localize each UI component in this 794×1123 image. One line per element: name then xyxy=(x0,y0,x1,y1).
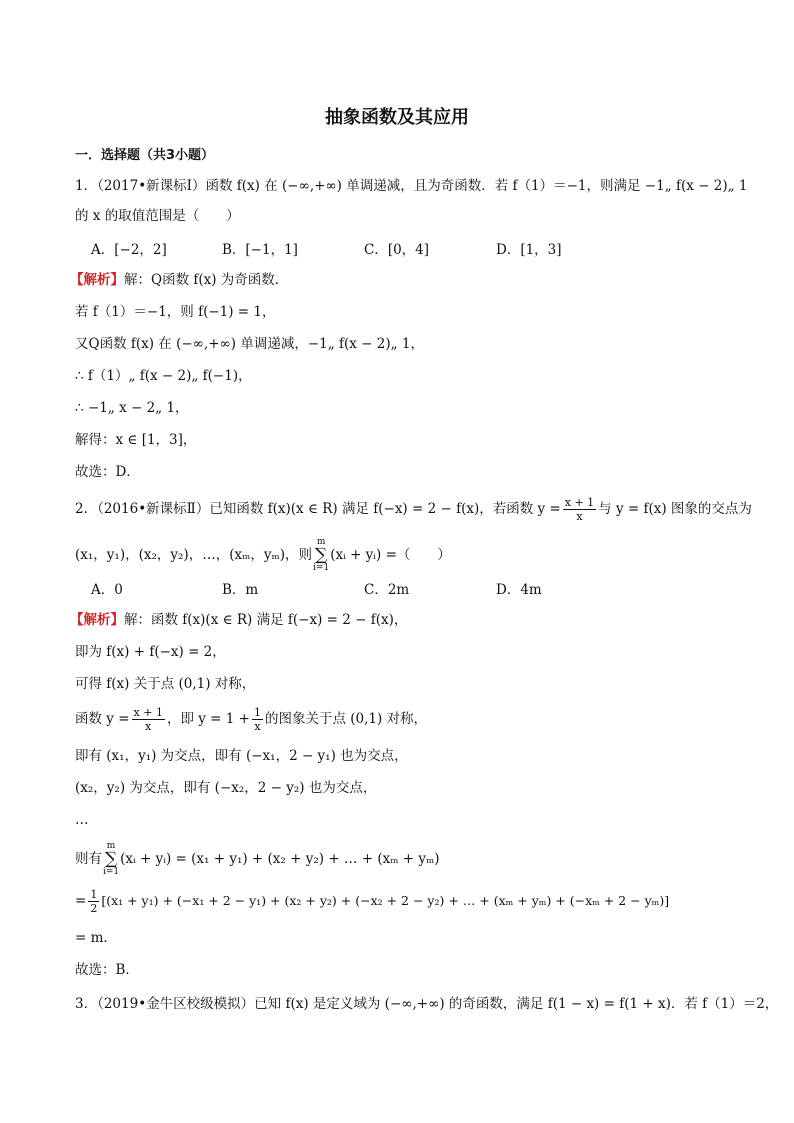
q2-l4-part-c: 的图象关于点 (0,1) 对称， xyxy=(264,711,428,727)
q2-sum-bottom: i=1 xyxy=(313,563,330,573)
q2-analysis-line4 xyxy=(75,706,427,733)
q2-stem-line2 xyxy=(75,538,451,573)
q2-l4-fraction2-denominator: x xyxy=(254,720,261,733)
q2-stem-line1 xyxy=(75,496,752,523)
section-heading: 一．选择题（共3小题） xyxy=(75,148,215,163)
q2-analysis-line9 xyxy=(75,888,669,915)
q2-stem-part-a: 2．（2016•新课标Ⅱ）已知函数 f(x)(x ∈ R) 满足 f(−x) = 2 − f(x)，若函数 y = xyxy=(75,501,561,517)
q2-sum-top: m xyxy=(316,537,326,547)
q2-analysis-text: 解：函数 f(x)(x ∈ R) 满足 f(−x) = 2 − f(x)， xyxy=(124,612,408,628)
q2-l9-fraction-denominator: 2 xyxy=(90,902,98,915)
q2-stem-part-b: 与 y = f(x) 图象的交点为 xyxy=(598,501,752,517)
q2-stem-fraction-numerator: x + 1 xyxy=(564,496,595,509)
q2-l8-part-b: (xᵢ + yᵢ) = (x₁ + y₁) + (x₂ + y₂) + … + (xₘ + yₘ) xyxy=(120,851,440,867)
q1-answer-line: 故选：D． xyxy=(75,464,140,480)
q1-analysis-line2: 若 f（1）＝−1，则 f(−1) = 1， xyxy=(75,304,276,320)
q2-l4-fraction xyxy=(132,706,165,733)
q2-analysis-tag: 【解析】 xyxy=(70,612,124,628)
q2-analysis-line3: 可得 f(x) 关于点 (0,1) 对称， xyxy=(75,676,256,692)
q2-l8-part-a: 则有 xyxy=(75,851,102,867)
q2-answer-line: 故选：B． xyxy=(75,962,139,978)
q3-stem-line1: 3．（2019•金牛区校级模拟）已知 f(x) 是定义域为 (−∞,+∞) 的奇函数，满足 f(1 − x) = f(1 + x)．若 f（1）＝2， xyxy=(75,996,779,1012)
q2-l9-part-b: [(x₁ + y₁) + (−x₁ + 2 − y₁) + (x₂ + y₂) + (−x₂ + 2 − y₂) + … + (xₘ + yₘ) + (−xₘ + 2 − yₘ)] xyxy=(101,893,670,908)
q2-l8-sum-bottom: i=1 xyxy=(103,867,120,877)
q1-analysis-line4: ∴ f（1）„ f(x − 2)„ f(−1)， xyxy=(75,368,252,384)
q2-l9-fraction-numerator: 1 xyxy=(90,888,98,901)
q1-analysis-line1 xyxy=(70,270,288,290)
q1-stem-line2: 的 x 的取值范围是（ ） xyxy=(75,208,240,224)
q1-option-d: D．[1，3] xyxy=(496,242,562,258)
q2-stem-line2-part-b: (xᵢ + yᵢ) =（ ） xyxy=(330,547,451,563)
q2-option-c: C．2m xyxy=(364,582,410,598)
q2-analysis-line10: = m． xyxy=(75,930,117,946)
q1-option-a: A．[−2，2] xyxy=(91,242,167,258)
q2-l9-fraction xyxy=(88,888,99,915)
q2-analysis-line8 xyxy=(75,842,440,877)
q2-option-d: D．4m xyxy=(496,582,542,598)
q1-option-b: B．[−1，1] xyxy=(222,242,298,258)
q2-stem-fraction xyxy=(563,496,596,523)
q2-stem-fraction-denominator: x xyxy=(576,510,583,523)
q2-l9-part-a: = xyxy=(75,893,87,909)
q1-analysis-line6: 解得：x ∈ [1，3]， xyxy=(75,432,197,448)
q2-l4-fraction2 xyxy=(252,706,263,733)
q2-option-a: A．0 xyxy=(91,582,123,598)
q2-option-b: B．m xyxy=(222,582,259,598)
q2-analysis-line1 xyxy=(70,610,407,630)
q2-l8-sum-top: m xyxy=(106,841,116,851)
q2-l8-sum-symbol: m ∑ i=1 xyxy=(103,841,120,877)
q1-option-c: C．[0，4] xyxy=(364,242,430,258)
document-title: 抽象函数及其应用 xyxy=(325,107,469,128)
q2-l4-part-b: ，即 y = 1 + xyxy=(166,711,250,727)
q2-l4-fraction-numerator: x + 1 xyxy=(133,706,163,719)
q2-analysis-line5: 即有 (x₁，y₁) 为交点，即有 (−x₁，2 − y₁) 也为交点， xyxy=(75,748,408,764)
q2-analysis-line6: (x₂，y₂) 为交点，即有 (−x₂，2 − y₂) 也为交点， xyxy=(75,780,377,796)
q2-stem-sum-symbol: m ∑ i=1 xyxy=(313,537,330,573)
q2-l4-part-a: 函数 y = xyxy=(75,711,130,727)
q2-analysis-line2: 即为 f(x) + f(−x) = 2， xyxy=(75,644,226,660)
q1-analysis-line3: 又Q函数 f(x) 在 (−∞,+∞) 单调递减，−1„ f(x − 2)„ 1， xyxy=(75,336,425,352)
q1-analysis-tag: 【解析】 xyxy=(70,272,124,288)
q2-l4-fraction-denominator: x xyxy=(145,720,152,733)
q2-stem-line2-part-a: (x₁，y₁)，(x₂，y₂)，…，(xₘ，yₘ)，则 xyxy=(75,547,313,563)
q2-analysis-line7: … xyxy=(75,812,89,828)
q2-l4-fraction2-numerator: 1 xyxy=(253,706,261,719)
q1-analysis-text: 解：Q函数 f(x) 为奇函数． xyxy=(124,272,289,288)
q1-stem-line1: 1．（2017•新课标Ⅰ）函数 f(x) 在 (−∞,+∞) 单调递减，且为奇函数．若 f（1）＝−1，则满足 −1„ f(x − 2)„ 1 xyxy=(75,178,748,194)
q1-analysis-line5: ∴ −1„ x − 2„ 1， xyxy=(75,400,189,416)
